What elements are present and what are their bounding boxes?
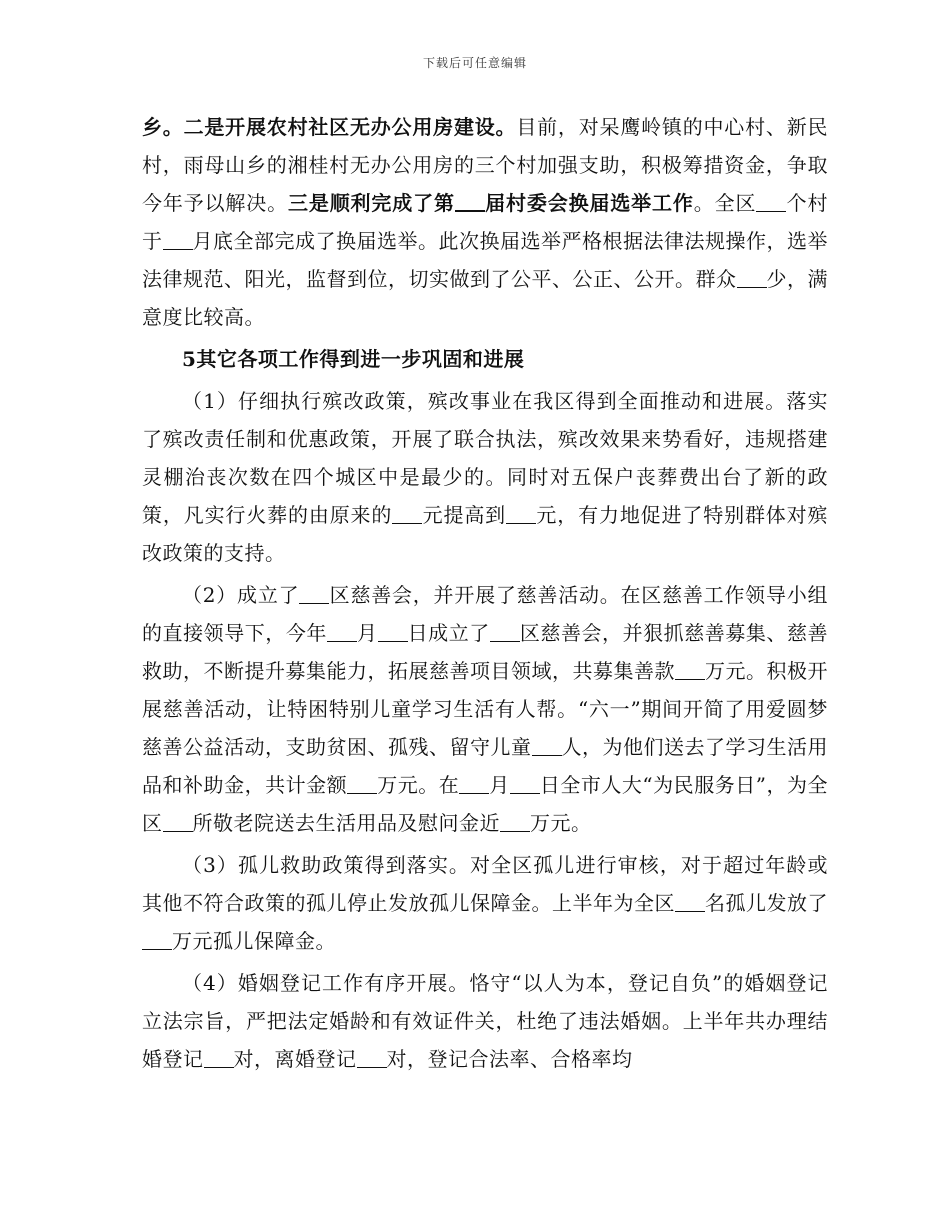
- section-heading: 5其它各项工作得到进一步巩固和进展: [182, 347, 525, 371]
- paragraph-village-work: [142, 108, 828, 336]
- blank-field: [675, 657, 705, 680]
- blank-field: [163, 227, 193, 250]
- text-run: （3）孤儿救助政策得到落实。对全区孤儿进行审核，对于超过年龄或其他不符合政策的孤儿停止发放孤儿保障金。上半年为全区: [142, 853, 828, 915]
- blank-field: [506, 501, 536, 524]
- blank-field: [532, 733, 562, 756]
- text-run: 万元孤儿保障金。: [172, 929, 336, 953]
- text-run: 名孤儿发放了: [705, 891, 828, 915]
- text-run: 元，有力地促进了特别群体对殡改政策的支持。: [142, 503, 829, 565]
- blank-field: [500, 809, 530, 832]
- blank-field: [737, 265, 767, 288]
- text-run: 万元。: [530, 811, 592, 835]
- paragraph-item-3: [142, 846, 828, 960]
- text-run: 目前，对呆鹰岭镇的中心村、新民村，雨母山乡的湘桂村无办公用房的三个村加强支助，积极筹措资金，争取今年予以解决。: [142, 115, 828, 215]
- text-run: 区慈善会，并开展了慈善活动。在区慈善工作领导小组的直接领导下，今年: [142, 583, 829, 645]
- text-run: 所敬老院送去生活用品及慰问金近: [192, 811, 500, 835]
- text-run: 月底全部完成了换届选举。此次换届选举严格根据法律法规操作，选举法律规范、阳光，监督到位，切实做到了公平、公正、公开。群众: [142, 229, 828, 291]
- text-run: 万元。积极开展慈善活动，让特困特别儿童学习生活有人帮。“六一”期间开简了用爱圆梦慈善公益活动，支助贫困、孤残、留守儿童: [142, 659, 828, 759]
- text-run: 元提高到: [422, 503, 507, 527]
- blank-field: [756, 189, 786, 212]
- paragraph-item-4: [142, 964, 828, 1078]
- text-run: 人，为他们送去了学习生活用品和补助金，共计金额: [142, 735, 828, 797]
- text-run: （2）成立了: [182, 583, 300, 607]
- blank-field: [357, 1045, 387, 1068]
- blank-field: [675, 889, 705, 912]
- bold-phrase: 乡。二是开展农村社区无办公用房建设。: [142, 115, 517, 139]
- text-run: 日成立了: [407, 621, 490, 645]
- text-run: 对，离婚登记: [233, 1047, 357, 1071]
- blank-field: [327, 619, 357, 642]
- blank-field: [490, 619, 520, 642]
- blank-field: [163, 809, 193, 832]
- text-run: （1）仔细执行殡改政策，殡改事业在我区得到全面推动和进展。落实了殡改责任制和优惠政策，开展了联合执法，殡改效果来势看好，违规搭建灵棚治丧次数在四个城区中是最少的。同时对五保户丧葬费出台了新的政策，凡实行火葬的由原来的: [142, 389, 828, 527]
- text-run: 万元。在: [377, 773, 460, 797]
- text-run: 区慈善会，并狠抓慈善募集、慈善救助，不断提升募集能力，拓展慈善项目领域，共募集善款: [142, 621, 829, 683]
- blank-field: [204, 1045, 234, 1068]
- blank-field: [299, 581, 329, 604]
- text-run: 少，满意度比较高。: [142, 267, 828, 329]
- text-run: 月: [489, 773, 510, 797]
- blank-field: [392, 501, 422, 524]
- blank-field: [459, 771, 489, 794]
- text-run: 对，登记合法率、合格率均: [386, 1047, 633, 1071]
- document-body: [142, 108, 828, 1078]
- bold-phrase: 届村委会换届选举工作: [484, 191, 694, 215]
- blank-field: [142, 927, 172, 950]
- page-header: 下载后可任意编辑: [422, 56, 527, 70]
- text-run: （4）婚姻登记工作有序开展。恪守“以人为本，登记自负”的婚姻登记立法宗旨，严把法定婚龄和有效证件关，杜绝了违法婚姻。上半年共办理结婚登记: [142, 971, 828, 1071]
- text-run: 个村于: [142, 191, 829, 253]
- paragraph-item-1: [142, 382, 828, 572]
- text-run: 月: [356, 621, 378, 645]
- blank-field: [347, 771, 377, 794]
- text-run: 。全区: [693, 191, 757, 215]
- blank-field: [510, 771, 540, 794]
- blank-field: [378, 619, 408, 642]
- bold-phrase: 三是顺利完成了第: [287, 191, 455, 215]
- text-run: 日全市人大“为民服务日”，为全区: [142, 773, 829, 835]
- paragraph-item-2: [142, 576, 828, 842]
- blank-field: [455, 188, 485, 212]
